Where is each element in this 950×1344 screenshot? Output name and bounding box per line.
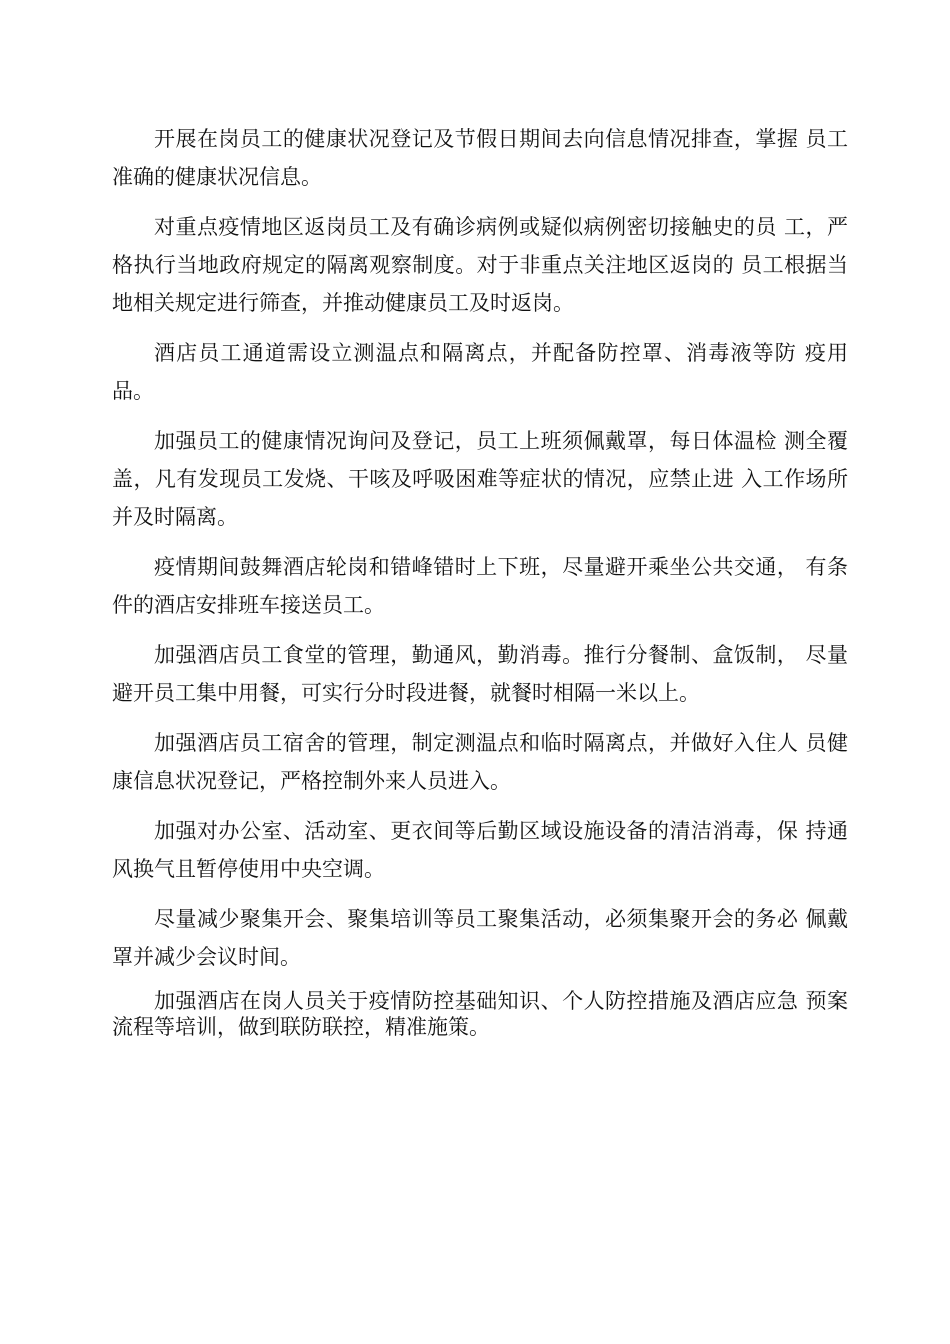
paragraph-shift-rotation: 疫情期间鼓舞酒店轮岗和错峰错时上下班，尽量避开乘坐公共交通， 有条件的酒店安排班车接送员工。: [112, 555, 848, 617]
document-body: [112, 120, 848, 1052]
paragraph-reduce-gatherings: 尽量减少聚集开会、聚集培训等员工聚集活动，必须集聚开会的务必 佩戴罩并减少会议时间。: [112, 907, 848, 969]
paragraph-health-registration: 开展在岗员工的健康状况登记及节假日期间去向信息情况排查，掌握 员工准确的健康状况信息。: [112, 127, 848, 189]
paragraph-office-disinfection: 加强对办公室、活动室、更衣间等后勤区域设施设备的清洁消毒，保 持通风换气且暂停使用中央空调。: [112, 819, 848, 881]
paragraph-health-inquiry: 加强员工的健康情况询问及登记，员工上班须佩戴罩，每日体温检 测全覆盖，凡有发现员工发烧、干咳及呼吸困难等症状的情况，应禁止进 入工作场所并及时隔离。: [112, 429, 848, 529]
paragraph-canteen-management: 加强酒店员工食堂的管理，勤通风，勤消毒。推行分餐制、盒饭制， 尽量避开员工集中用餐，可实行分时段进餐，就餐时相隔一米以上。: [112, 643, 848, 705]
paragraph-dormitory-management: 加强酒店员工宿舍的管理，制定测温点和临时隔离点，并做好入住人 员健康信息状况登记，严格控制外来人员进入。: [112, 731, 848, 793]
paragraph-temperature-points: 酒店员工通道需设立测温点和隔离点，并配备防控罩、消毒液等防 疫用品。: [112, 341, 848, 403]
paragraph-training: 加强酒店在岗人员关于疫情防控基础知识、个人防控措施及酒店应急 预案流程等培训，做到联防联控，精准施策。: [112, 989, 848, 1039]
paragraph-isolation-rules: 对重点疫情地区返岗员工及有确诊病例或疑似病例密切接触史的员 工，严格执行当地政府规定的隔离观察制度。对于非重点关注地区返岗的 员工根据当地相关规定进行筛查，并推动健康员工及时返岗。: [112, 215, 848, 315]
